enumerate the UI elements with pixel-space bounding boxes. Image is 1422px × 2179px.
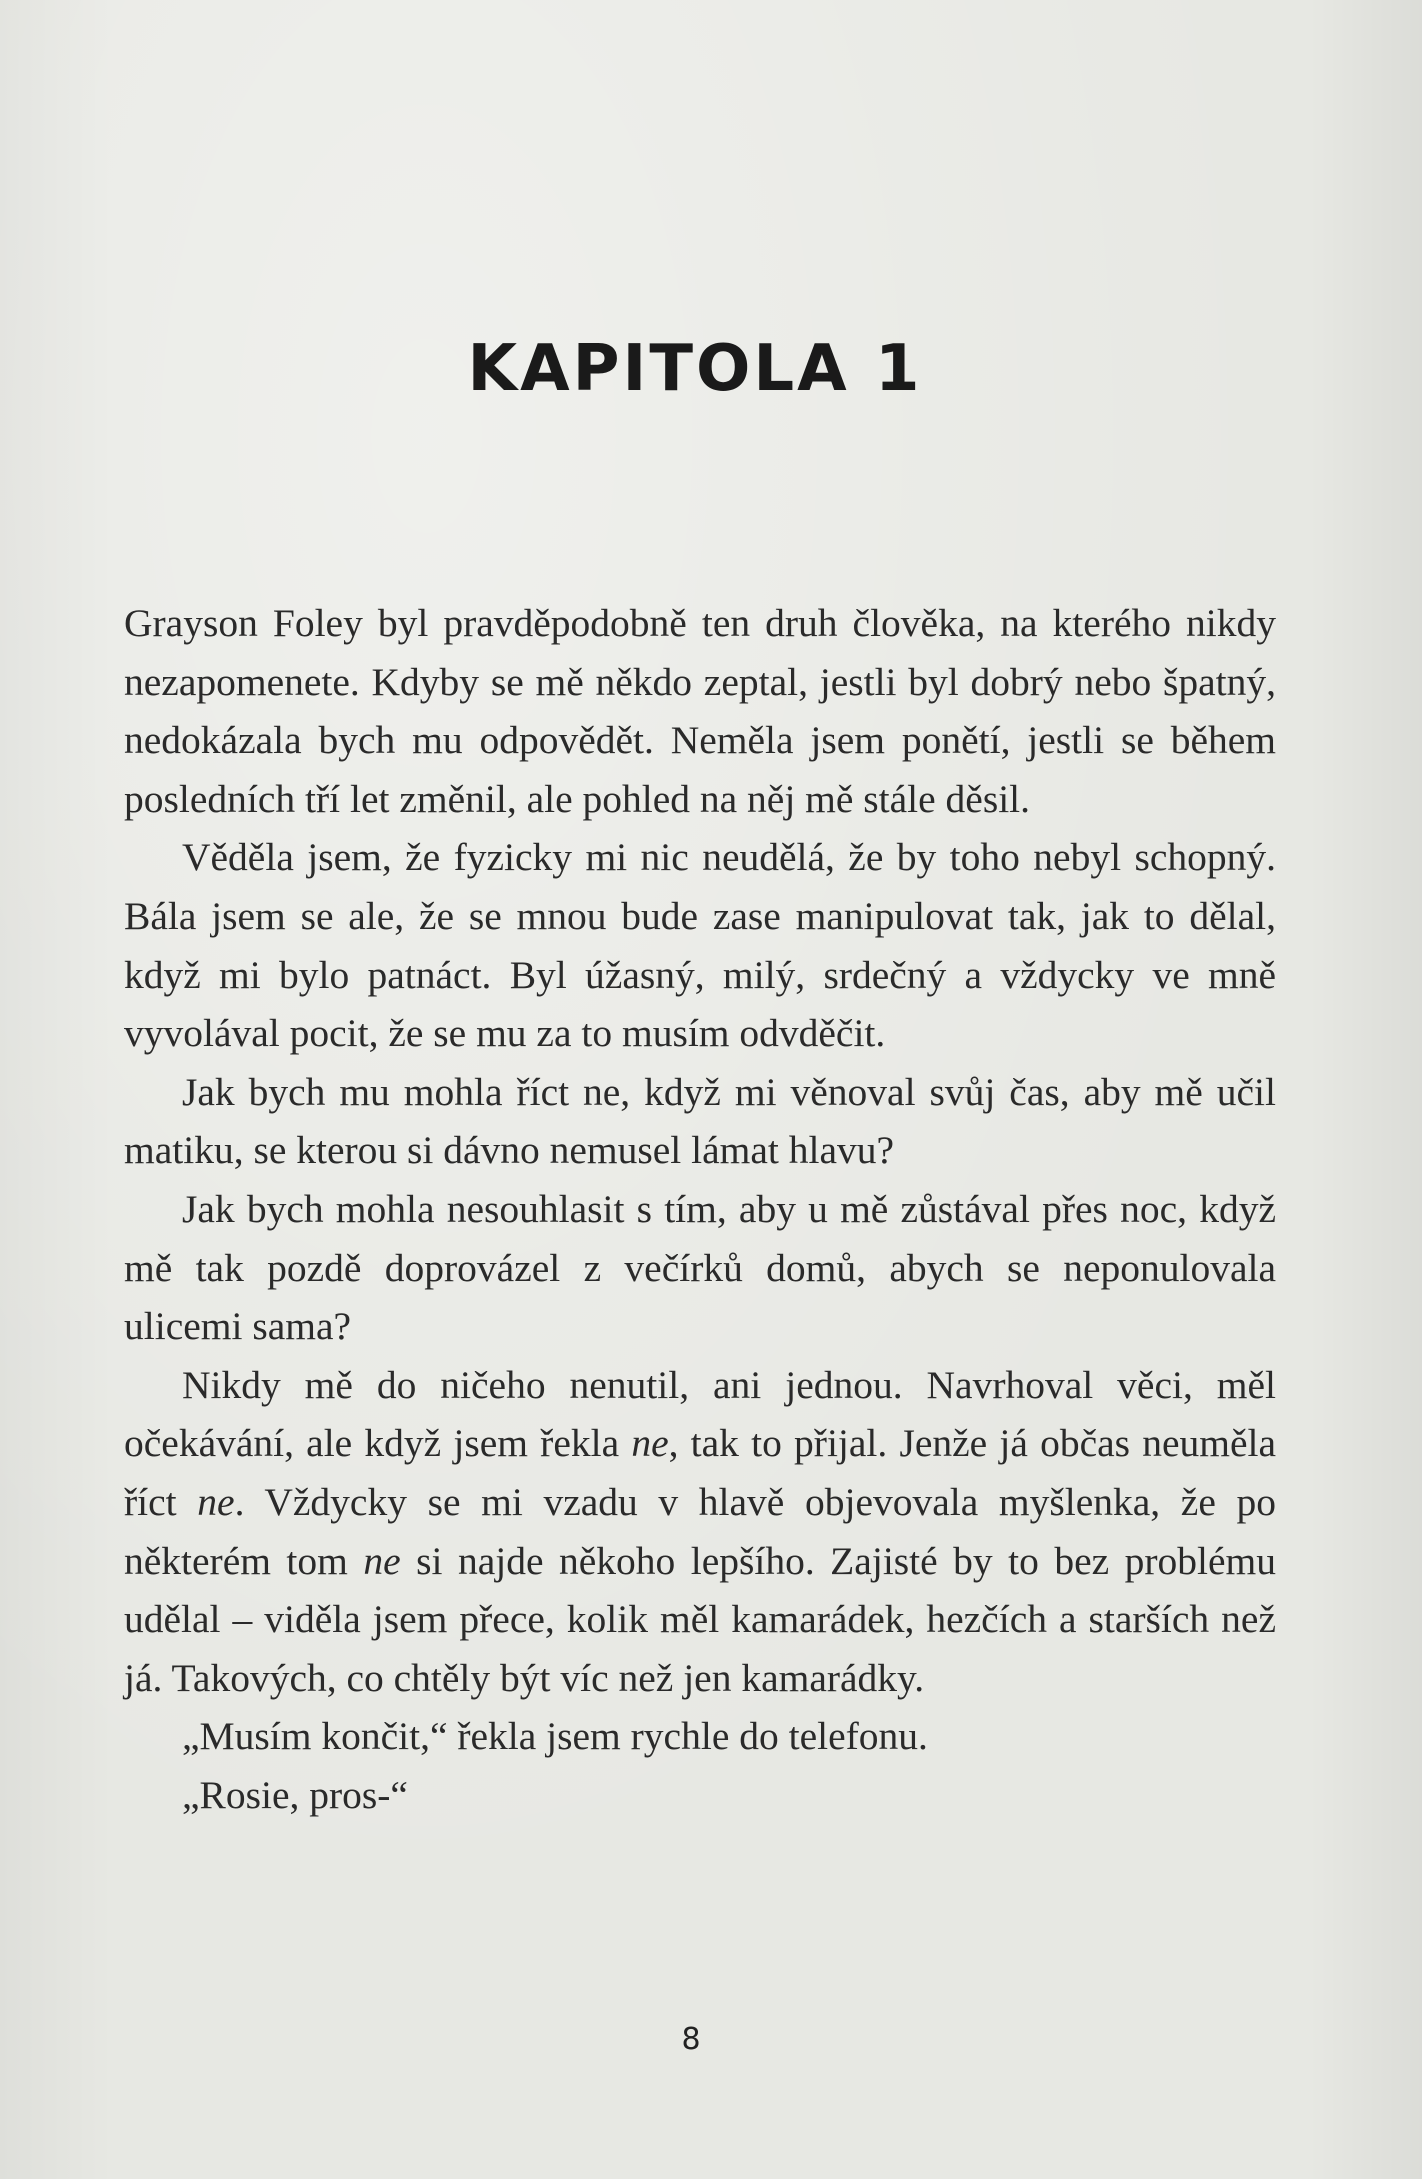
chapter-title: KAPITOLA 1 [467,332,923,406]
text-segment: Věděla jsem, že fyzicky mi nic neudělá, že by toho nebyl schopný. Bála jsem se ale, že se mnou bude zase manipulovat tak, jak to dělal, když mi bylo patnáct. Byl úžasný, milý, srdečný a vždycky ve mně vyvolával pocit, že se mu za to musím odvděčit. [124,835,1276,1056]
text-segment: Nikdy mě do ničeho nenutil, ani jednou. Navrhoval věci, měl očekávání, ale když jsem řekla [124,1362,1276,1466]
chapter-body [124,594,1276,1824]
text-segment: , tak to přijal. Jenže já občas neuměla říct [124,1421,1277,1524]
paragraph-1 [124,594,1276,828]
page-number: 8 [681,2022,701,2057]
text-segment: „Musím končit,“ řekla jsem rychle do telefonu. [182,1714,928,1759]
paragraph-6 [124,1707,1276,1766]
text-segment: si najde někoho lepšího. Zajisté by to bez problému udělal – viděla jsem přece, kolik měl kamarádek, hezčích a starších než já. Takových, co chtěly být víc než jen kamarádky. [124,1538,1276,1700]
paragraph-5 [124,1356,1276,1708]
text-segment: „Rosie, pros-“ [182,1772,408,1817]
text-segment: Jak bych mu mohla říct ne, když mi věnoval svůj čas, aby mě učil matiku, se kterou si dávno nemusel lámat hlavu? [124,1069,1276,1173]
paragraph-3 [124,1063,1276,1180]
text-segment: . Vždycky se mi vzadu v hlavě objevovala myšlenka, že po některém tom [124,1479,1277,1583]
text-segment: Jak bych mohla nesouhlasit s tím, aby u mě zůstával přes noc, když mě tak pozdě doprovázel z večírků domů, abych se neponulovala ulicemi sama? [124,1186,1276,1349]
paragraph-2 [124,828,1276,1062]
text-segment: Grayson Foley byl pravděpodobně ten druh člověka, na kterého nikdy nezapomenete. Kdyby se mě někdo zeptal, jestli byl dobrý nebo špatný, nedokázala bych mu odpovědět. Neměla jsem ponětí, jestli se během posledních tří let změnil, ale pohled na něj mě stále děsil. [124,601,1276,821]
italic-word: ne [631,1421,669,1466]
italic-word: ne [363,1538,401,1583]
paragraph-7 [124,1766,1276,1825]
paragraph-4 [124,1180,1276,1356]
italic-word: ne [197,1479,235,1524]
